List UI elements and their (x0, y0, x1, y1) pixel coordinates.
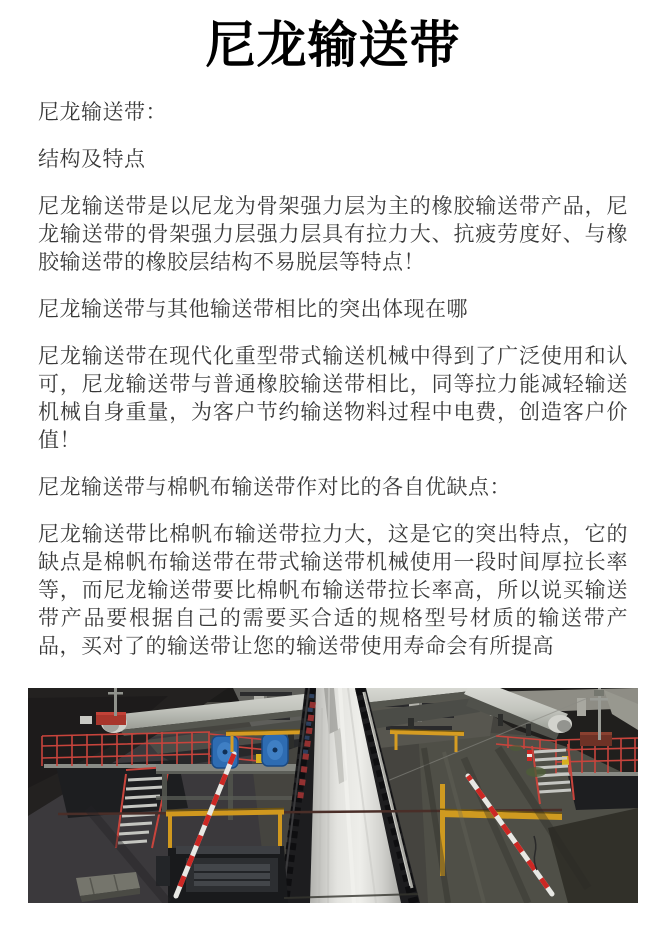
paragraph-cotton-heading: 尼龙输送带与棉帆布输送带作对比的各自优缺点： (38, 476, 511, 499)
paragraph-compare: 尼龙输送带在现代化重型带式输送机械中得到了广泛使用和认可，尼龙输送带与普通橡胶输送带相比，同等拉力能减轻输送机械自身重量，为客户节约输送物料过程中电费，创造客户价值！ (38, 345, 628, 452)
conveyor-photo-illustration (28, 688, 638, 903)
paragraph-structure-heading: 结构及特点 (38, 148, 146, 171)
paragraph-structure: 尼龙输送带是以尼龙为骨架强力层为主的橡胶输送带产品，尼龙输送带的骨架强力层强力层具有拉力大、抗疲劳度好、与橡胶输送带的橡胶层结构不易脱层等特点！ (38, 195, 628, 274)
paragraph-compare-heading: 尼龙输送带与其他输送带相比的突出体现在哪 (38, 298, 468, 321)
page-title: 尼龙输送带 (205, 17, 461, 73)
paragraph-cotton: 尼龙输送带比棉帆布输送带拉力大，这是它的突出特点，它的缺点是棉帆布输送带在带式输送带机械使用一段时间厚拉长率等，而尼龙输送带要比棉帆布输送带拉长率高，所以说买输送带产品要根据自己的需要买合适的规格型号材质的输送带产品，买对了的输送带让您的输送带使用寿命会有所提高 (38, 523, 628, 658)
article-body (0, 76, 666, 661)
conveyor-photo (28, 688, 638, 903)
paragraph-lead: 尼龙输送带： (38, 101, 167, 124)
